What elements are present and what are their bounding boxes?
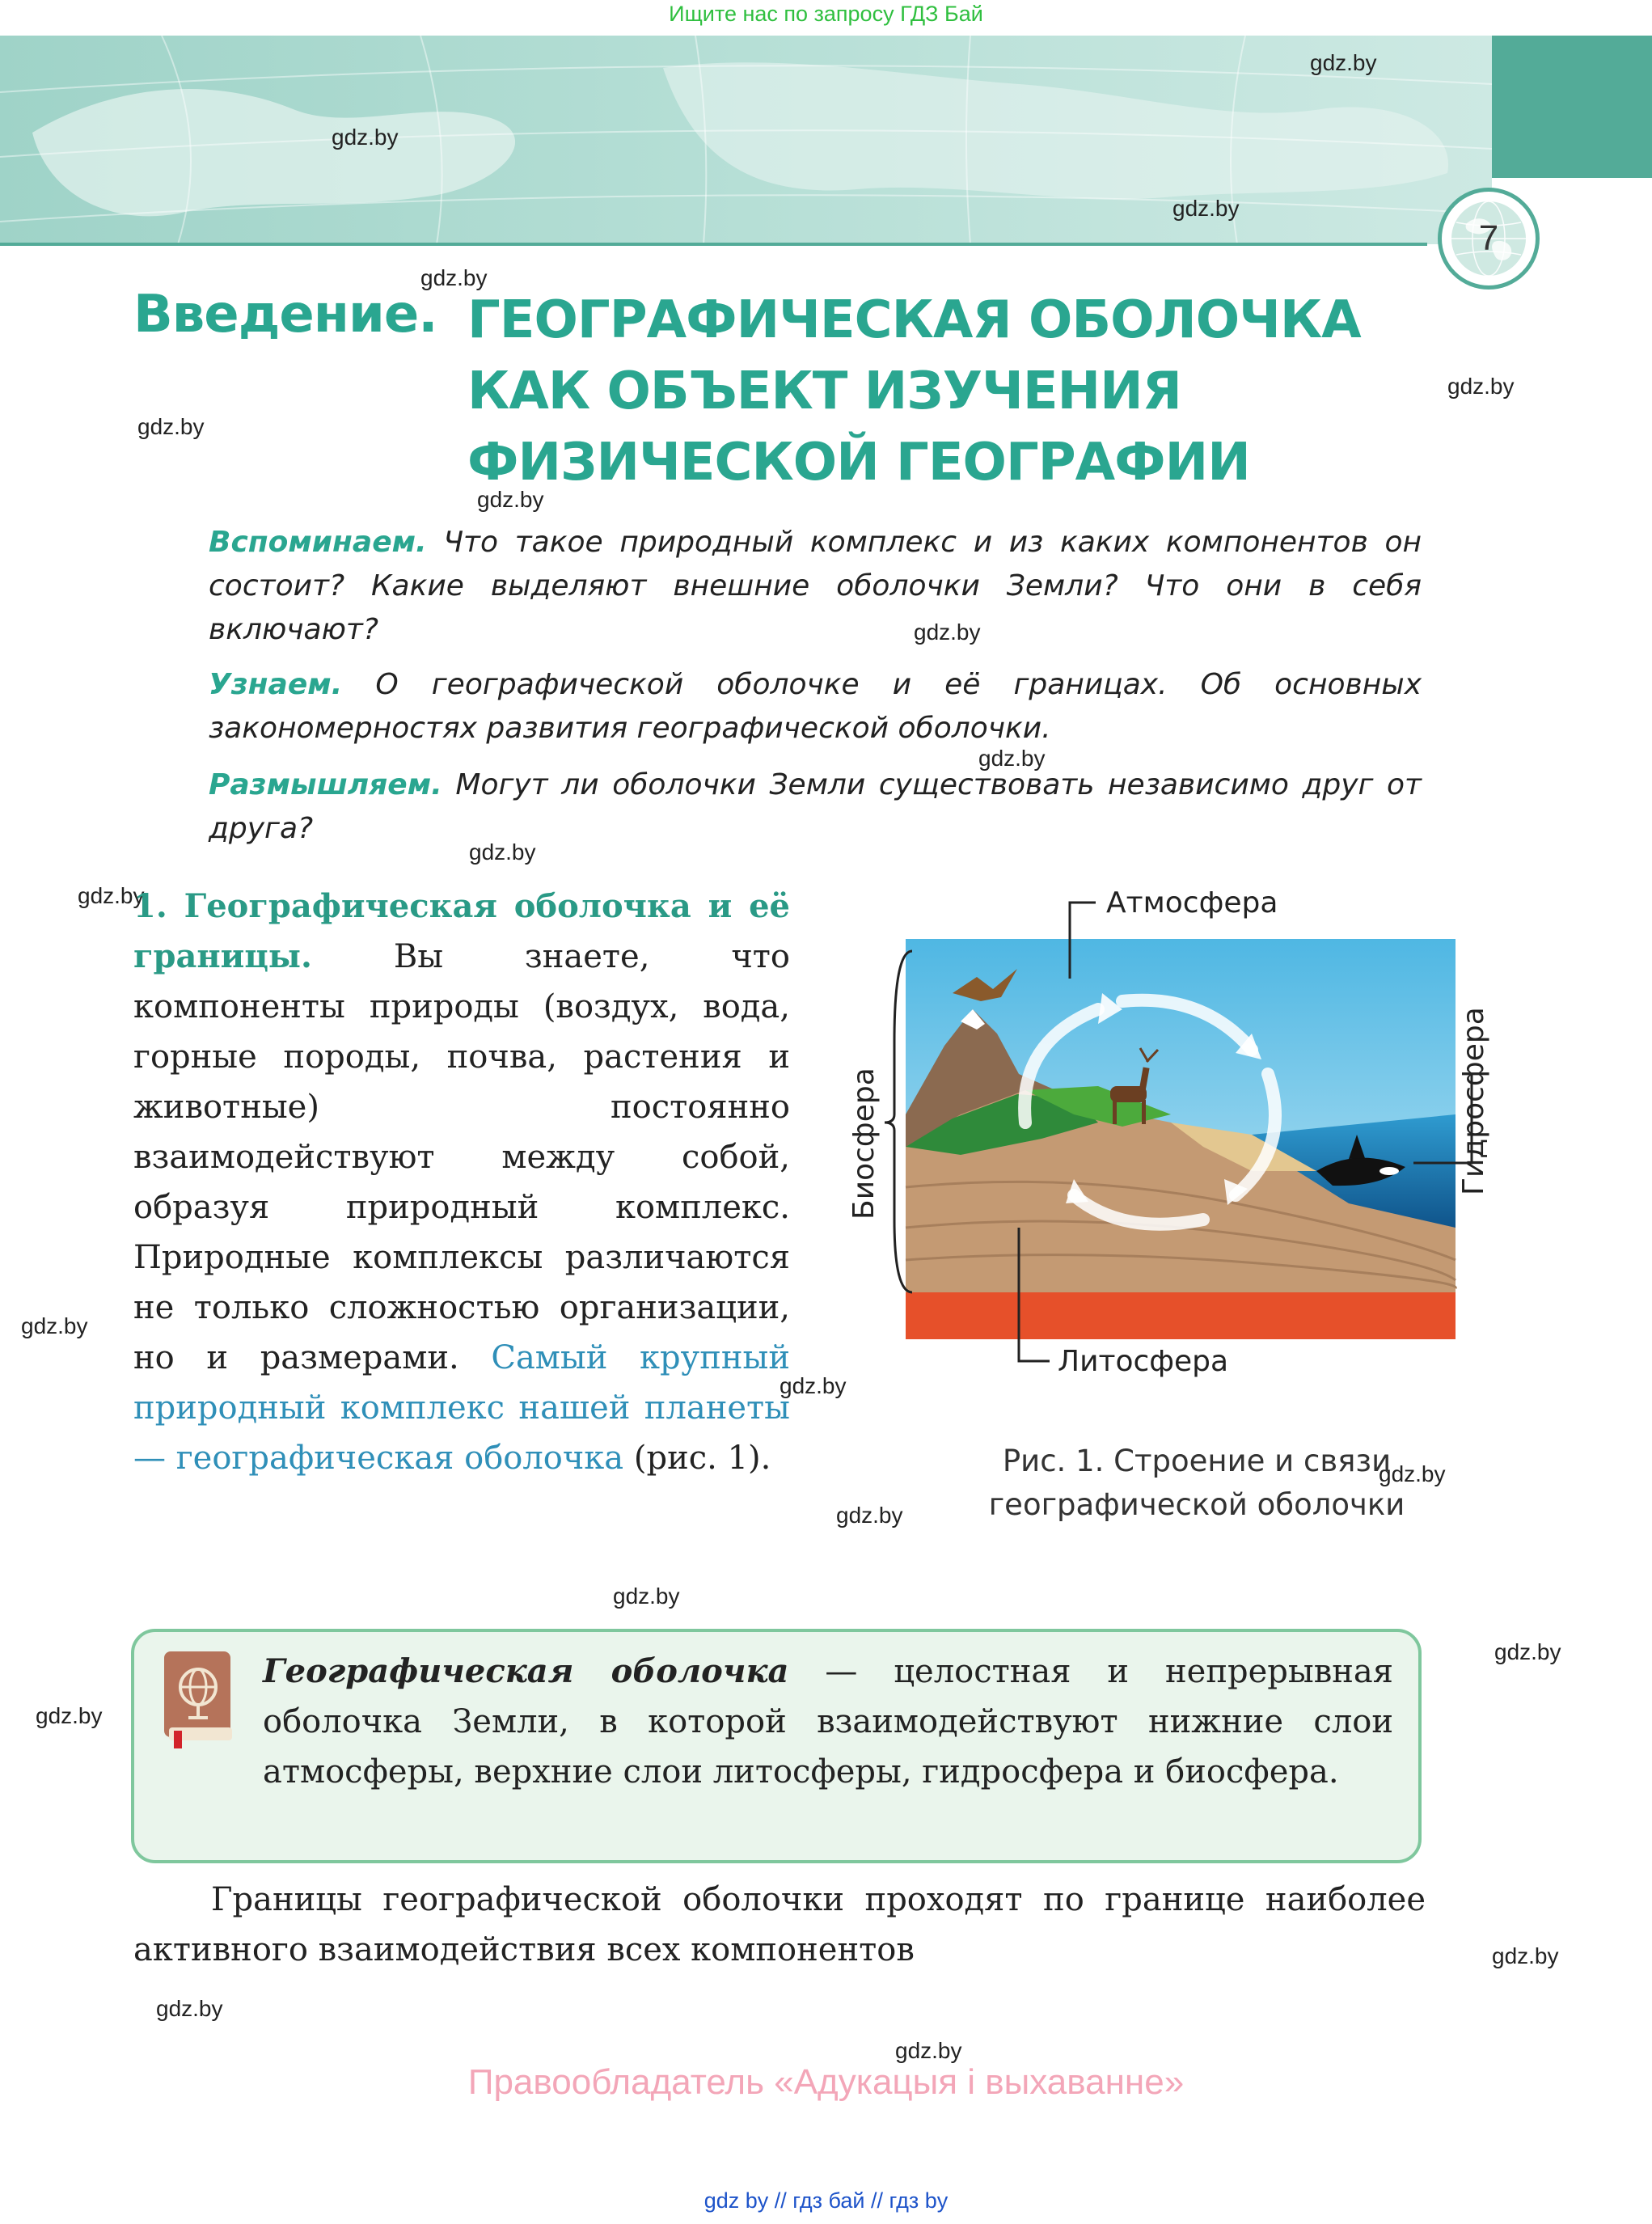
watermark: gdz.by <box>978 746 1046 771</box>
recall-label: Вспоминаем. <box>209 526 427 559</box>
figure-caption <box>922 1440 1472 1527</box>
title-line: ГЕОГРАФИЧЕСКАЯ ОБОЛОЧКА <box>467 290 1361 350</box>
watermark: gdz.by <box>420 265 488 290</box>
page-number-badge <box>1438 188 1540 290</box>
book-globe-icon <box>158 1647 237 1748</box>
watermark: gdz.by <box>1310 50 1377 75</box>
watermark: gdz.by <box>836 1503 903 1528</box>
page-title <box>467 285 1422 498</box>
title-line: КАК ОБЪЕКТ ИЗУЧЕНИЯ <box>467 362 1181 421</box>
watermark: gdz.by <box>1379 1461 1446 1486</box>
watermark: gdz.by <box>1172 196 1240 221</box>
watermark: gdz.by <box>78 883 145 908</box>
watermark: gdz.by <box>780 1373 847 1398</box>
reflect-block <box>209 763 1422 851</box>
watermark: gdz.by <box>156 1996 223 2021</box>
continuation-paragraph: Границы географической оболочки проходят по границе наиболее активного взаимодействия всех компонентов <box>133 1881 1426 1968</box>
biosphere-label: Биосфера <box>847 1068 881 1220</box>
title-line: ФИЗИЧЕСКОЙ ГЕОГРАФИИ <box>467 433 1250 493</box>
reflect-text: Могут ли оболочки Земли существовать независимо друг от друга? <box>209 768 1422 845</box>
watermark: gdz.by <box>36 1703 103 1728</box>
atmosphere-label: Атмосфера <box>1106 886 1278 920</box>
section-heading: 1. Географическая оболочка и её границы. <box>133 887 790 975</box>
watermark: gdz.by <box>137 414 205 439</box>
recall-block <box>209 521 1422 652</box>
section-1-text <box>133 882 790 1483</box>
lithosphere-label: Литосфера <box>1058 1345 1229 1378</box>
learn-block <box>209 663 1422 750</box>
watermark: gdz.by <box>21 1313 88 1338</box>
watermark: gdz.by <box>1494 1639 1561 1664</box>
figure-reference: (рис. 1). <box>623 1440 771 1477</box>
hydrosphere-label: Гидросфера <box>1457 1007 1490 1195</box>
header-rule <box>0 243 1427 246</box>
watermark: gdz.by <box>1447 374 1515 399</box>
footer-links[interactable]: gdz by // гдз бай // гдз by <box>703 2188 949 2213</box>
watermark: gdz.by <box>613 1583 680 1609</box>
page-number: 7 <box>1478 218 1499 258</box>
definition-term: Географическая оболочка <box>263 1652 789 1690</box>
reflect-label: Размышляем. <box>209 768 442 801</box>
definition-body: — целостная и непрерывная оболочка Земли, в которой взаимодействуют нижние слои атмосферы, верхние слои литосферы, гидросфера и биосфера. <box>263 1653 1393 1791</box>
watermark: gdz.by <box>469 839 536 865</box>
recall-text: Что такое природный комплекс и из каких компонентов он состоит? Какие выделяют внешние оболочки Земли? Что они в себя включают? <box>209 526 1422 646</box>
intro-label: Введение. <box>133 285 437 345</box>
caption-line: географической оболочки <box>988 1487 1405 1522</box>
geographic-envelope-figure <box>831 880 1527 1397</box>
section-text: Вы знаете, что компоненты природы (воздух, вода, горные породы, почва, растения и животные) постоянно взаимодействуют между собой, образуя природный комплекс. Природные комплексы различаются не только сложностью организации, но и размерами. <box>133 938 790 1376</box>
mantle-layer <box>906 1292 1456 1339</box>
watermark: gdz.by <box>914 619 981 645</box>
caption-line: Рис. 1. Строение и связи <box>1002 1444 1392 1478</box>
copyright-notice: Правообладатель «Адукацыя і выхаванне» <box>467 2062 1185 2102</box>
learn-text: О географической оболочке и её границах. Об основных закономерностях развития географической оболочки. <box>209 668 1422 745</box>
watermark: gdz.by <box>1492 1943 1559 1968</box>
chapter-tab <box>1492 36 1652 178</box>
watermark: gdz.by <box>477 487 544 512</box>
learn-label: Узнаем. <box>209 668 343 701</box>
watermark: gdz.by <box>895 2038 962 2063</box>
highlighted-statement: Самый крупный природный комплекс нашей планеты — географическая оболочка <box>133 1339 791 1477</box>
definition-text <box>263 1647 1393 1797</box>
top-search-link[interactable]: Ищите нас по запросу ГДЗ Бай <box>669 2 983 26</box>
watermark: gdz.by <box>332 125 399 150</box>
world-map-banner <box>0 36 1492 244</box>
